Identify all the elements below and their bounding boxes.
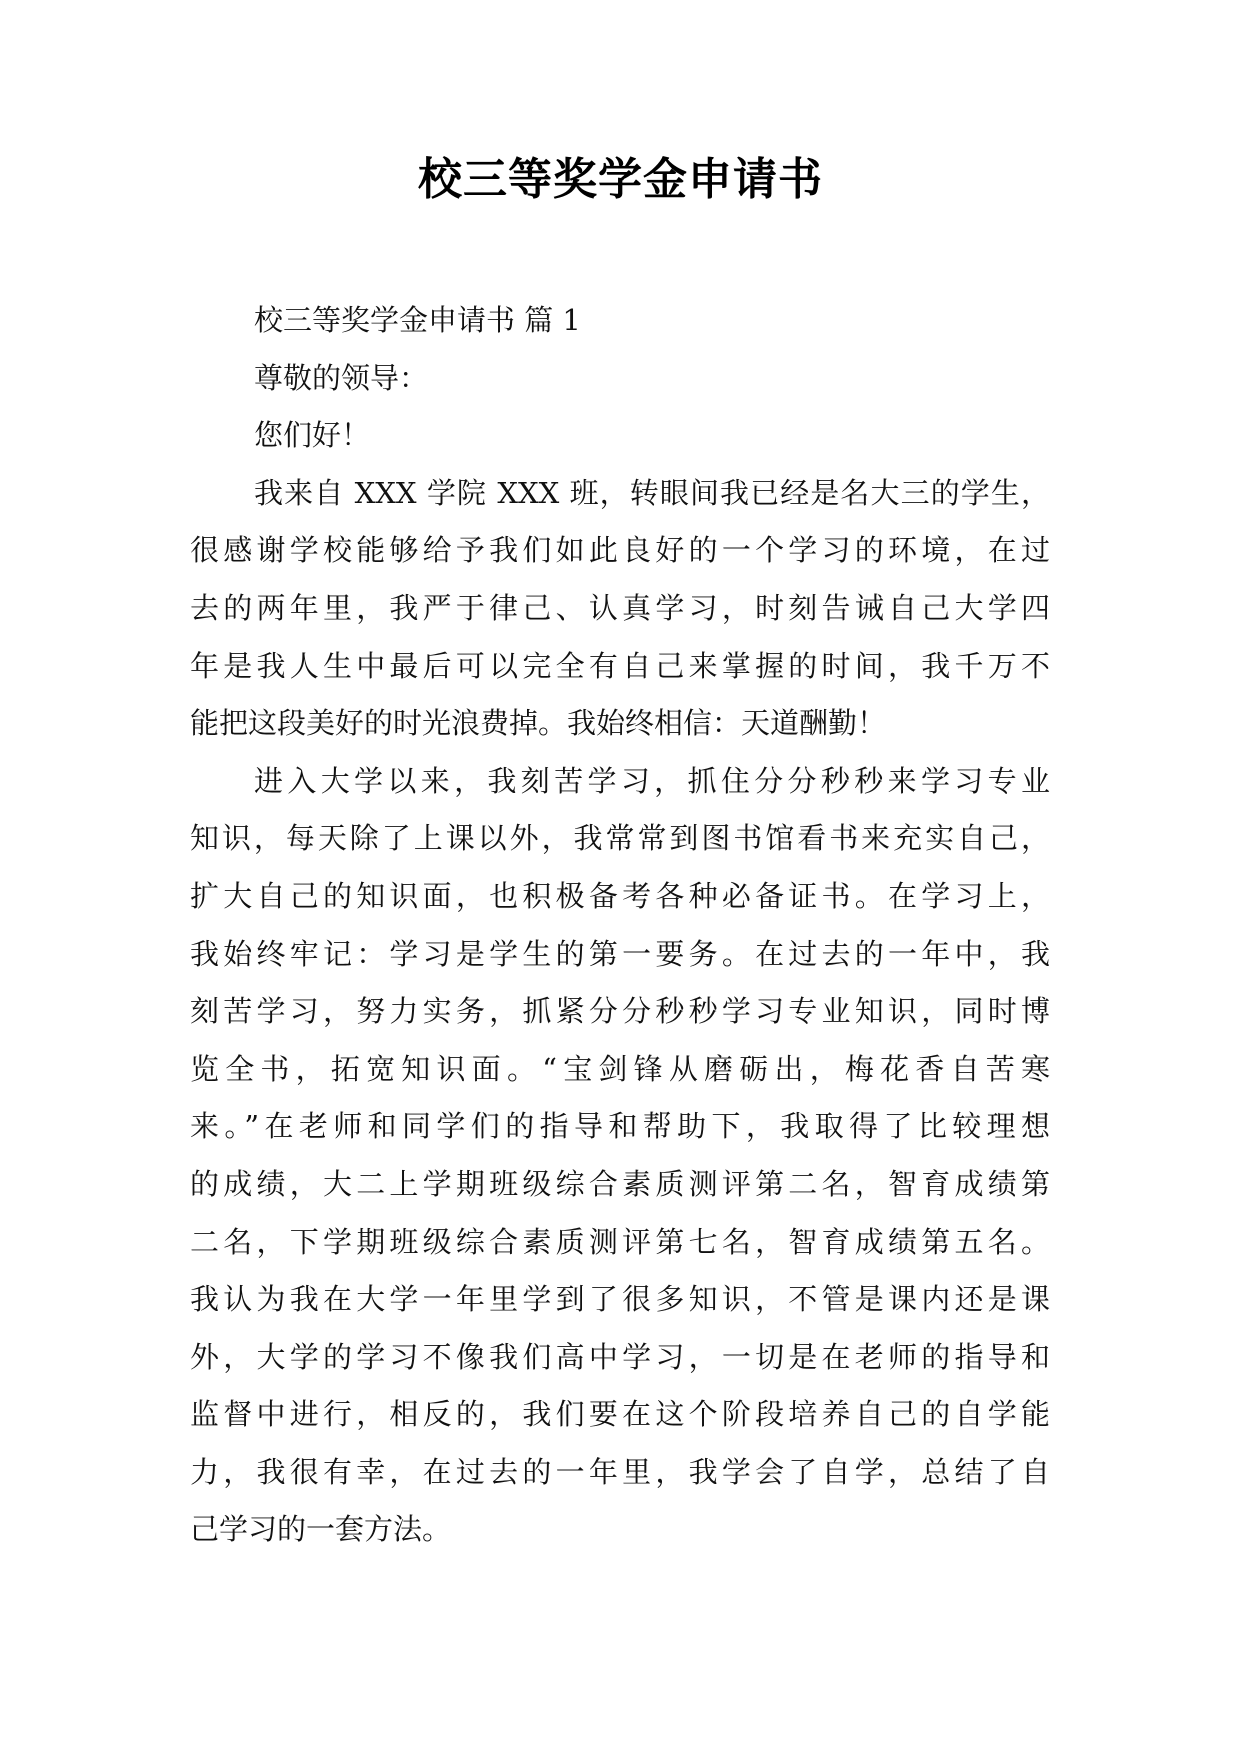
body-line: 知识，每天除了上课以外，我常常到图书馆看书来充实自己， [190,821,1050,856]
body-line: 扩大自己的知识面，也积极备考各种必备证书。在学习上， [190,878,1050,913]
body-line: 很感谢学校能够给予我们如此良好的一个学习的环境，在过 [190,533,1050,568]
body-line: 监督中进行，相反的，我们要在这个阶段培养自己的自学能 [190,1397,1050,1432]
body-line: 外，大学的学习不像我们高中学习，一切是在老师的指导和 [190,1339,1050,1374]
body-line: 年是我人生中最后可以完全有自己来掌握的时间，我千万不 [190,648,1050,683]
body-line: 览全书，拓宽知识面。“宝剑锋从磨砺出，梅花香自苦寒 [190,1051,1050,1086]
body-line: 您们好！ [254,418,371,453]
document-body [190,292,1050,1559]
document-title: 校三等奖学金申请书 [418,154,823,205]
body-line: 我来自 XXX 学院 XXX 班，转眼间我已经是名大三的学生， [254,475,1050,510]
body-line: 校三等奖学金申请书 篇 1 [254,303,581,337]
body-line: 来。”在老师和同学们的指导和帮助下，我取得了比较理想 [190,1109,1050,1144]
body-line: 能把这段美好的时光浪费掉。我始终相信：天道酬勤！ [190,706,887,741]
body-line: 尊敬的领导： [254,360,429,395]
body-line: 二名，下学期班级综合素质测评第七名，智育成绩第五名。 [190,1224,1050,1259]
body-line: 进入大学以来，我刻苦学习，抓住分分秒秒来学习专业 [254,763,1050,798]
body-line: 我认为我在大学一年里学到了很多知识，不管是课内还是课 [190,1282,1050,1317]
body-line: 的成绩，大二上学期班级综合素质测评第二名，智育成绩第 [190,1166,1050,1201]
body-line: 力，我很有幸，在过去的一年里，我学会了自学，总结了自 [190,1454,1050,1489]
body-line: 刻苦学习，努力实务，抓紧分分秒秒学习专业知识，同时博 [190,994,1050,1029]
body-line: 去的两年里，我严于律己、认真学习，时刻告诫自己大学四 [190,590,1050,625]
body-line: 我始终牢记：学习是学生的第一要务。在过去的一年中，我 [190,936,1050,971]
body-line: 己学习的一套方法。 [190,1512,452,1547]
